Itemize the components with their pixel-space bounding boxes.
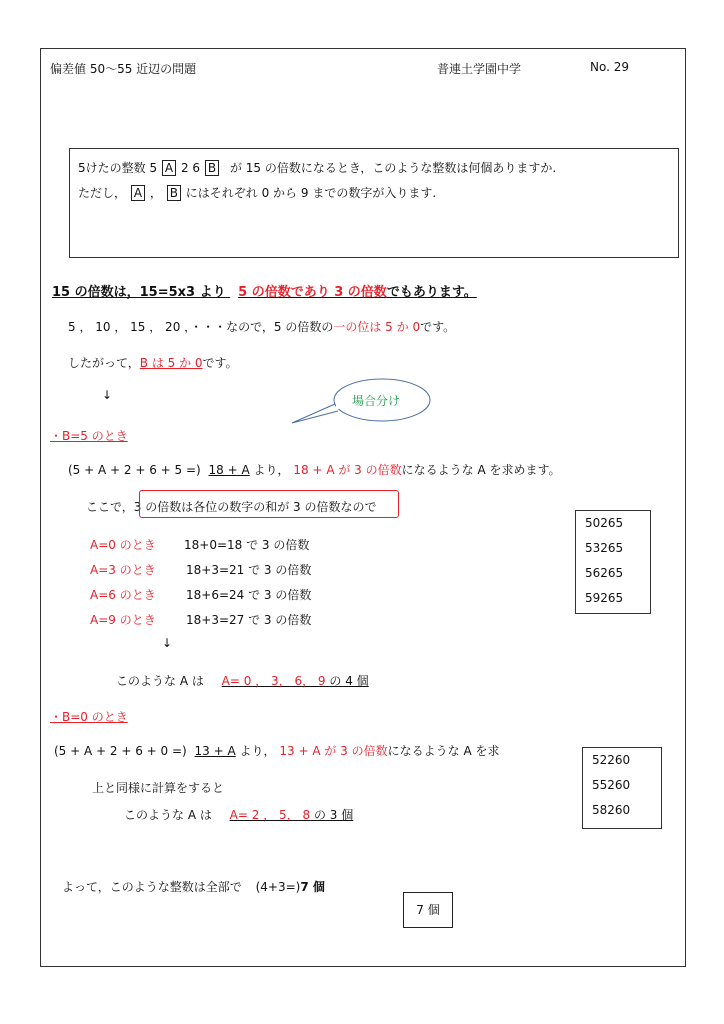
sum-result: 13 + A — [194, 744, 236, 758]
list-item: 56265 — [585, 566, 624, 580]
case-b5-row — [90, 536, 309, 553]
note-text: なので — [340, 500, 377, 514]
explain-text: でもあります。 — [386, 285, 477, 300]
question-text: が 15 の倍数になるとき，このような整数は何個ありますか. — [229, 161, 557, 175]
header-title: 偏差値 50〜55 近辺の問題 — [50, 62, 197, 76]
callout-text: 場合分け — [352, 394, 401, 408]
case-b0-result — [124, 806, 353, 823]
row-calc: 18+6=24 で 3 の倍数 — [186, 588, 312, 602]
case-b5-row — [90, 586, 311, 603]
result-values: A= 0 ， 3， 6， 9 — [221, 674, 326, 688]
row-condition: A=3 のとき — [90, 563, 156, 577]
numbers-list-b5 — [575, 510, 651, 614]
conclusion-calc: (4+3=) — [255, 880, 301, 894]
case-b5-row — [90, 611, 311, 628]
case-b5-row — [90, 561, 311, 578]
digit-box-a: A — [162, 160, 176, 176]
explain-text: です。 — [420, 320, 456, 334]
conclusion-total: 7 個 — [300, 880, 325, 894]
sum-condition: 13 + A が 3 の倍数 — [279, 744, 388, 758]
result-count: の 4 個 — [329, 674, 369, 688]
row-condition: A=6 のとき — [90, 588, 156, 602]
case-b0-note: 上と同様に計算をすると — [92, 781, 225, 795]
case-heading-b0: ・B=0 のとき — [50, 710, 128, 724]
row-calc: 18+3=21 で 3 の倍数 — [186, 563, 312, 577]
conclusion-line — [62, 878, 325, 895]
case-heading-b5: ・B=5 のとき — [50, 429, 128, 443]
result-value — [230, 808, 354, 822]
list-item: 53265 — [585, 541, 624, 555]
digit-box-b: B — [167, 185, 181, 201]
sum-text: より， — [239, 744, 276, 758]
list-item: 58260 — [592, 803, 631, 817]
sum-text: (5 + A + 2 + 6 + 0 =) — [54, 744, 187, 758]
sum-text: になるような A を求めます。 — [401, 463, 561, 477]
row-calc: 18+0=18 で 3 の倍数 — [184, 538, 310, 552]
digit-box-a: A — [131, 185, 145, 201]
question-text: ただし， — [78, 186, 127, 200]
row-condition: A=0 のとき — [90, 538, 156, 552]
note-text: ここで， — [86, 500, 134, 514]
explain-text: 5 ， 10 ， 15 ， 20 ，・・・なので，5 の倍数の — [68, 320, 334, 334]
rule-highlight: 3 の倍数は各位の数字の和が 3 の倍数 — [133, 500, 341, 514]
question-text: 2 6 — [180, 161, 201, 175]
rule-highlight-box — [139, 490, 399, 518]
answer-value: 7 個 — [416, 903, 440, 917]
row-condition: A=9 のとき — [90, 613, 156, 627]
explain-text: したがって， — [68, 356, 140, 370]
sum-text: (5 + A + 2 + 6 + 5 =) — [68, 463, 201, 477]
sum-result: 18 + A — [208, 463, 250, 477]
question-text: ， — [149, 186, 162, 200]
sum-text: になるような A を求 — [387, 744, 500, 758]
case-b0-sum — [54, 742, 499, 759]
explain-highlight: 一の位は 5 か 0 — [333, 320, 421, 334]
list-item: 59265 — [585, 591, 624, 605]
list-item: 55260 — [592, 778, 631, 792]
result-value — [222, 674, 369, 688]
case-b5-sum — [68, 461, 561, 478]
sum-condition: 18 + A が 3 の倍数 — [293, 463, 402, 477]
question-line-2 — [78, 184, 436, 201]
row-calc: 18+3=27 で 3 の倍数 — [186, 613, 312, 627]
explain-line-3 — [68, 354, 238, 371]
header-school: 普連土学園中学 — [437, 62, 522, 76]
sum-text: より， — [253, 463, 290, 477]
result-text: このような A は — [116, 674, 204, 688]
down-arrow: ↓ — [102, 388, 113, 402]
result-count: の 3 個 — [313, 808, 354, 822]
digit-box-b: B — [205, 160, 219, 176]
answer-box — [403, 892, 453, 928]
question-line-1 — [78, 159, 556, 176]
list-item: 50265 — [585, 516, 624, 530]
explain-line-1 — [52, 281, 477, 300]
explain-highlight: B は 5 か 0 — [139, 356, 203, 370]
list-item: 52260 — [592, 753, 631, 767]
conclusion-text: よって，このような整数は全部で — [62, 880, 242, 894]
explain-line-2 — [68, 318, 455, 335]
explain-highlight: 5 の倍数であり 3 の倍数 — [238, 285, 387, 300]
numbers-list-b0 — [582, 747, 662, 829]
result-values: A= 2 ， 5， 8 — [229, 808, 311, 822]
case-b5-result — [116, 672, 369, 689]
question-text: 5けたの整数 5 — [78, 161, 158, 175]
down-arrow: ↓ — [162, 636, 173, 650]
result-text: このような A は — [124, 808, 212, 822]
question-text: にはそれぞれ 0 から 9 までの数字が入ります. — [185, 186, 437, 200]
explain-text: 15 の倍数は，15=5x3 より — [52, 285, 226, 300]
header-number: No. 29 — [590, 60, 630, 74]
explain-text: です。 — [202, 356, 238, 370]
